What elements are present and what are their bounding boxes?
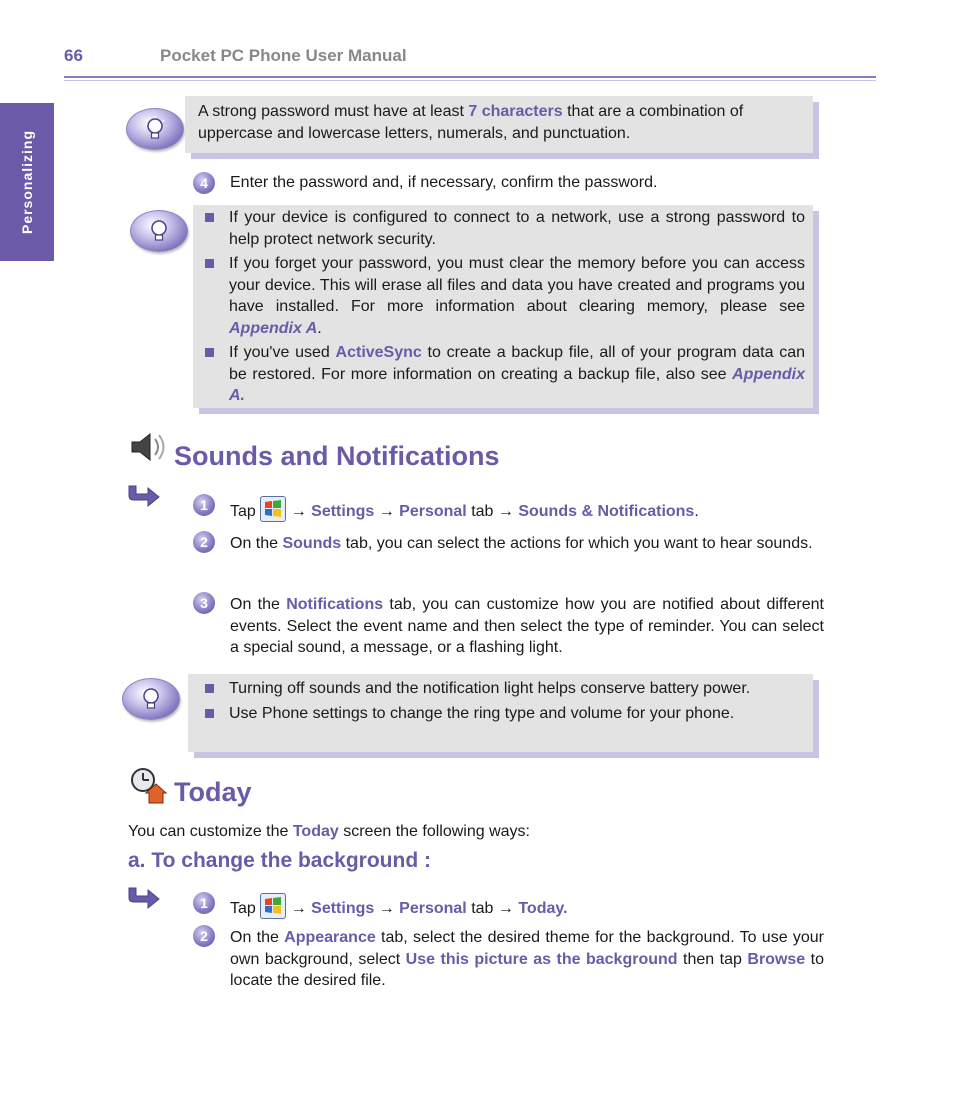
tip-bullet: Turning off sounds and the notification light helps conserve battery power. (199, 678, 805, 700)
step-4-text: Enter the password and, if necessary, confirm the password. (230, 174, 658, 191)
bullet-square-icon (205, 709, 214, 718)
tip-box-password-length (185, 96, 813, 153)
bullet-square-icon (205, 259, 214, 268)
tip-bulb-icon (122, 678, 180, 720)
bullet-square-icon (205, 348, 214, 357)
bullet-square-icon (205, 684, 214, 693)
tip-bulb-icon (130, 210, 188, 252)
procedure-arrow-icon (126, 884, 162, 912)
today-home-icon (128, 765, 168, 805)
section-title-sounds: Sounds and Notifications (174, 441, 500, 471)
step-number-1: 1 (193, 494, 215, 516)
subheading-change-background: a. To change the background : (128, 849, 431, 872)
personal-tab-link[interactable]: Personal (399, 900, 467, 917)
header-rule-thin (64, 80, 876, 81)
tip-text: A strong password must have at least 7 characters that are a combination of uppercase and lowercase letters, numerals, and punctuation. (198, 103, 744, 142)
section-title-today: Today (174, 777, 252, 807)
today-screen-link[interactable]: Today (292, 823, 339, 840)
appendix-a-link[interactable]: Appendix A (229, 319, 318, 337)
header-rule (64, 76, 876, 78)
today-link[interactable]: Today. (518, 900, 568, 917)
activesync-link[interactable]: ActiveSync (335, 344, 422, 361)
sounds-step-2-text: On the Sounds tab, you can select the actions for which you want to hear sounds. (230, 535, 813, 552)
bullet-square-icon (205, 213, 214, 222)
tip-box-password-notes (193, 205, 813, 408)
use-picture-option[interactable]: Use this picture as the background (405, 950, 678, 968)
notifications-tab-link[interactable]: Notifications (286, 596, 384, 613)
sounds-notifications-link[interactable]: Sounds & Notifications (518, 503, 695, 520)
tip-bullet-list (199, 678, 805, 724)
appendix-a-link[interactable]: Appendix A. (229, 365, 805, 404)
step-number-4: 4 (193, 172, 215, 194)
today-step-1-text: Tap → Settings → Personal tab → Today. (230, 893, 824, 920)
highlight-7-characters: 7 characters (468, 103, 563, 120)
sounds-step-1-text: Tap → Settings → Personal tab → Sounds & Notifications. (230, 496, 824, 523)
step-number-1: 1 (193, 892, 215, 914)
side-tab-label: Personalizing (19, 129, 35, 235)
page-number: 66 (64, 46, 83, 65)
procedure-arrow-icon (126, 482, 162, 510)
tip-bulb-icon (126, 108, 184, 150)
appearance-tab-link[interactable]: Appearance (284, 929, 376, 946)
start-menu-icon[interactable] (260, 496, 286, 522)
today-intro-text: You can customize the Today screen the following ways: (128, 823, 530, 840)
browse-button[interactable]: Browse (747, 950, 806, 968)
personal-tab-link[interactable]: Personal (399, 503, 467, 520)
speaker-icon (128, 430, 170, 466)
sounds-tab-link[interactable]: Sounds (282, 535, 342, 552)
sounds-step-3-text: On the Notifications tab, you can customize how you are notified about different events. Select the event name and then select the type of reminder. You can select a special sound, a message, or a flashing light. (230, 596, 824, 656)
tip-bullet: If you've used ActiveSync to create a backup file, all of your program data can be restored. For more information on creating a backup file, also see Appendix A. (199, 342, 805, 407)
settings-link[interactable]: Settings (311, 503, 375, 520)
today-step-2-text: On the Appearance tab, select the desired theme for the background. To use your own background, select Use this picture as the background then tap Browse to locate the desired file. (230, 929, 825, 989)
settings-link[interactable]: Settings (311, 900, 375, 917)
section-side-tab[interactable] (0, 103, 54, 261)
tip-bullet: Use Phone settings to change the ring type and volume for your phone. (199, 703, 805, 725)
start-menu-icon[interactable] (260, 893, 286, 919)
manual-title: Pocket PC Phone User Manual (160, 46, 407, 65)
tip-bullet: If you forget your password, you must clear the memory before you can access your device. This will erase all files and data you have created and programs you have installed. For more information about clearing memory, please see Appendix A. (199, 253, 805, 339)
tip-bullet: If your device is configured to connect to a network, use a strong password to help protect network security. (199, 207, 805, 250)
tip-bullet-list (199, 207, 805, 407)
step-number-2: 2 (193, 531, 215, 553)
tip-box-battery (188, 674, 813, 752)
step-number-3: 3 (193, 592, 215, 614)
step-number-2: 2 (193, 925, 215, 947)
